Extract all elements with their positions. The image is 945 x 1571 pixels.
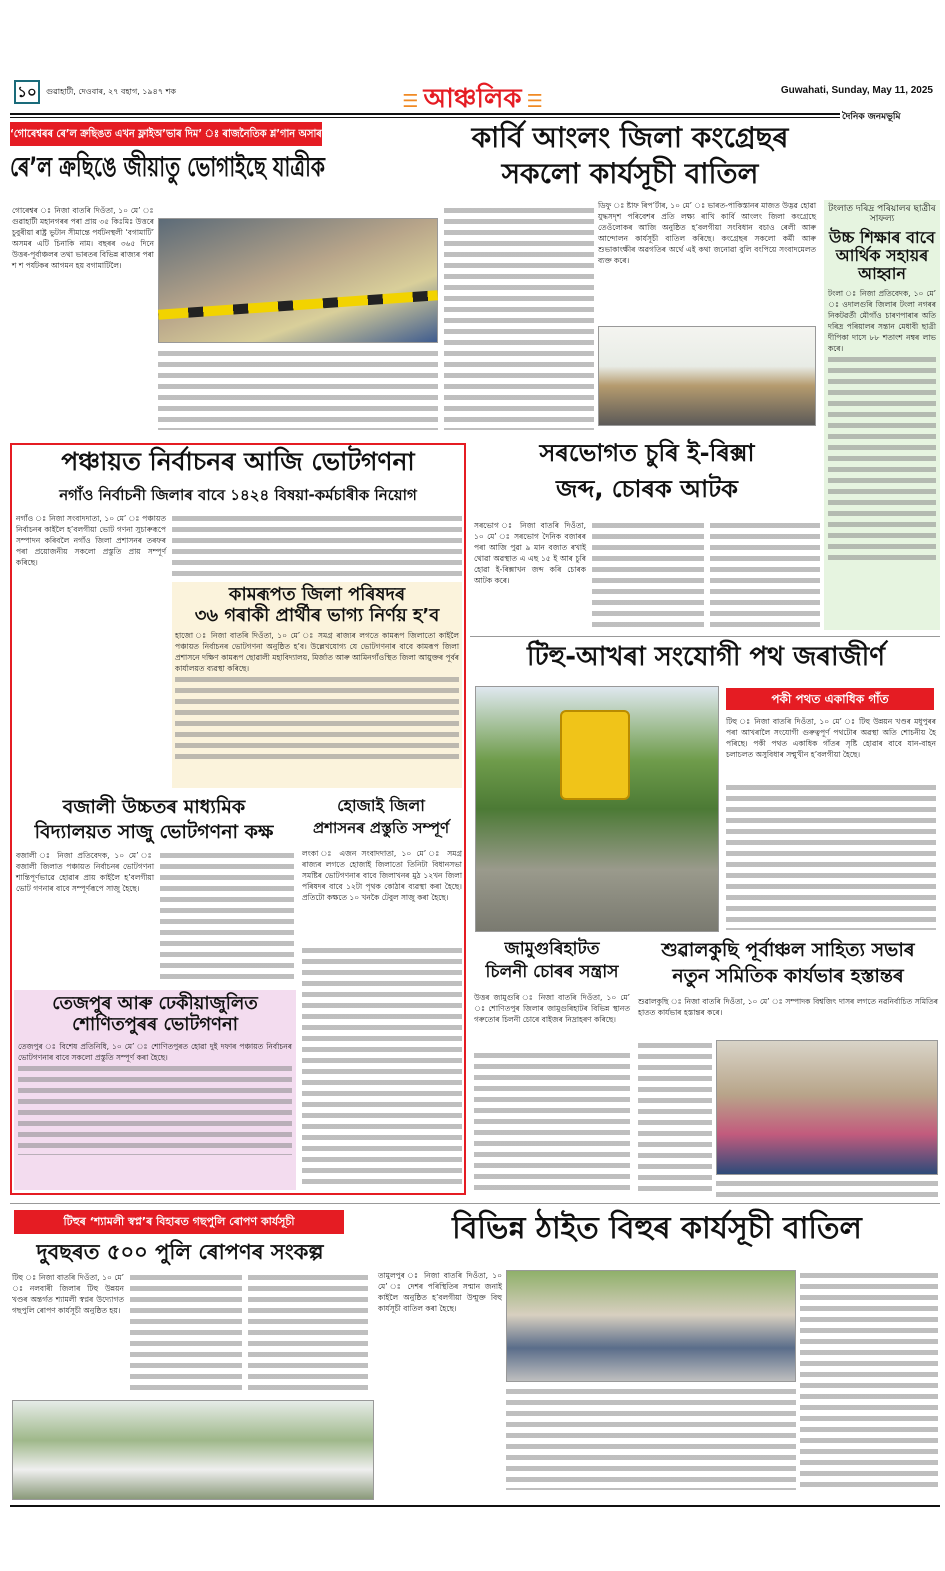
- dateline-assamese: গুৱাহাটী, দেওবাৰ, ২৭ বহাগ, ১৯৪৭ শক: [46, 87, 176, 96]
- article-headline: ৩৬ গৰাকী প্ৰাৰ্থীৰ ভাগ্য নিৰ্ণয় হ’ব: [194, 604, 440, 626]
- article-headline: সকলো কাৰ্যসূচী বাতিল: [501, 157, 759, 190]
- article-body-continued: [18, 1063, 292, 1155]
- article-tezpur: [14, 990, 296, 1190]
- tree-planting-photo: [12, 1400, 374, 1500]
- article-headline: তেজপুৰ আৰু ঢেকীয়াজুলিত: [52, 993, 258, 1014]
- article-body: টিহু ঃ নিজা বাতৰি দিওঁতা, ১০ মে’ ঃ টিহু উন্নয়ন খণ্ডৰ মধুপুৰৰ পৰা আখৰালৈ সংযোগী গুৰুত্বপূৰ্ণ পথটোৰ অৱস্থা অতি শোচনীয় হৈ পৰিছে। পকী পথত একাধিক গাঁতৰ সৃষ্টি হোৱাৰ বাবে যান-বাহন চলাচলত অসুবিধাৰ সন্মুখীন হ’বলগীয়া হৈছে।: [726, 717, 936, 759]
- yellow-bus: [560, 710, 630, 800]
- article-body-continued: [444, 205, 594, 430]
- article-kamrup: [172, 582, 462, 788]
- article-body-continued: [800, 1270, 938, 1490]
- article-body-continued: [592, 520, 704, 630]
- article-body-continued: [158, 348, 438, 430]
- article-body-continued: [172, 513, 462, 579]
- article-headline: শুৱালকুছি পূৰ্বাঞ্চল সাহিত্য সভাৰ: [661, 939, 915, 961]
- article-headline: কাৰ্বি আংলং জিলা কংগ্ৰেছৰ: [471, 121, 789, 154]
- article-tag: পকী পথত একাধিক গাঁত: [771, 692, 889, 706]
- article-body-continued: [160, 850, 294, 985]
- article-tulat-student: [824, 200, 940, 630]
- article-body: সৰভোগ ঃ নিজা বাতৰি দিওঁতা, ১০ মে’ ঃ সৰভোগ দৈনিক বজাৰৰ পৰা আজি পুৱা ৯ মান বজাত ৰখাই থোৱা অৱস্থাত এ এছ ১৫ ই আৰ চুৰি হোৱা ই-ৰিক্সাখন জব্দ কৰি চোৰক আটক কৰে।: [474, 521, 586, 585]
- press-conference-photo: [598, 326, 816, 426]
- article-body: গোৰেশ্বৰ ঃ নিজা বাতৰি দিওঁতা, ১০ মে’ ঃ গুৱাহাটী মহানগৰৰ পৰা প্ৰায় ৩৫ কিঃমিঃ উত্তৰে চুবুৰীয়া ৰাষ্ট্ৰ ভুটান সীমান্তে পৰ্যটনস্থলী ‘বগামাটি’ অসমৰ এটি চিনাকি নাম। বছৰৰ ৩৬৫ দিনে উত্তৰ-পূৰ্বাঞ্চলৰ তথা ভাৰতৰ বিভিন্ন ৰাজ্যৰ পৰা শ শ পৰ্যটকৰ আগমন হয় বগামাটিলৈ।: [12, 206, 154, 270]
- article-headline: জামুগুৰিহাটত: [504, 939, 600, 959]
- bihu-meeting-photo: [506, 1270, 796, 1382]
- section-divider: [470, 636, 940, 637]
- article-headline: সৰভোগত চুৰি ই-ৰিক্সা: [539, 439, 755, 467]
- article-headline: উচ্চ শিক্ষাৰ বাবে আৰ্থিক সহায়ৰ আহ্বান: [829, 227, 935, 284]
- article-body: শুৱালকুছি ঃ নিজা বাতৰি দিওঁতা, ১০ মে’ ঃ সম্পাদক বিশ্বজিৎ দাসৰ লগতে নৱনিৰ্বাচিত সমিতিৰ হাতত কাৰ্যভাৰ হস্তান্তৰ কৰে।: [638, 997, 938, 1017]
- article-body-continued: [726, 782, 936, 930]
- header-rule: [10, 113, 840, 118]
- article-headline: বিভিন্ন ঠাইত বিহুৰ কাৰ্যসূচী বাতিল: [452, 1211, 862, 1246]
- article-body-continued: [828, 354, 936, 564]
- article-body: তামুলপুৰ ঃ নিজা বাতৰি দিওঁতা, ১০ মে’ ঃ দেশৰ পৰিস্থিতিৰ সন্মান জনাই কাইলৈ অনুষ্ঠিত হ’বলগীয়া উন্মুক্ত বিহু কাৰ্যসূচী বাতিল কৰা হৈছে।: [378, 1271, 502, 1313]
- article-headline: প্ৰশাসনৰ প্ৰস্তুতি সম্পূৰ্ণ: [312, 819, 450, 837]
- section-logo-text: আঞ্চলিক: [423, 84, 522, 114]
- article-body-continued: [474, 1050, 630, 1194]
- article-body: টংলা ঃ নিজা প্ৰতিবেদক, ১০ মে’ ঃ ওদালগুৰি জিলাৰ টংলা নগৰৰ নিকটৱৰ্তী মৌগাঁও চাৰণপাৰাৰ অতি দৰিদ্ৰ পৰিয়ালৰ সন্তান মেধাবী ছাত্ৰী দীপিকা দাসে ৮৮ শতাংশ নম্বৰ লাভ কৰে।: [828, 288, 936, 353]
- article-subhead: নগাঁও নিৰ্বাচনী জিলাৰ বাবে ১৪২৪ বিষয়া-কৰ্মচাৰীক নিয়োগ: [59, 486, 417, 504]
- article-body-continued: [302, 945, 462, 1190]
- article-kicker-bar: [10, 122, 322, 146]
- article-body: বজালী ঃ নিজা প্ৰতিবেদক, ১০ মে’ ঃ বজালী জিলাত পঞ্চায়ত নিৰ্বাচনৰ ভোটগণনা শান্তিপূৰ্ণভাৱে হোৱাৰ প্ৰায় কাইলৈ হ’বলগীয়া ভোট গণনাৰ বাবে সম্পূৰ্ণৰূপে সাজু হৈছে।: [16, 851, 154, 893]
- article-body-continued: [716, 1178, 938, 1198]
- article-body: নগাঁও ঃ নিজা সংবাদদাতা, ১০ মে’ ঃ পঞ্চায়ত নিৰ্বাচনৰ কাইলৈ হ’বলগীয়া ভোট গণনা সুচাৰুৰূপে সম্পাদন কৰিবলৈ নগাঁও জিলা প্ৰশাসনৰ তৰফৰ পৰা প্ৰয়োজনীয় সকলো প্ৰস্তুতি প্ৰায় সম্পূৰ্ণ কৰিছে।: [16, 514, 166, 567]
- logo-ornament-left: ☰: [402, 91, 419, 112]
- article-body-continued: [506, 1386, 796, 1490]
- article-headline: শোণিতপুৰৰ ভোটগণনা: [72, 1013, 238, 1035]
- article-body: উত্তৰ জামুগুৰি ঃ নিজা বাতৰি দিওঁতা, ১০ মে’ ঃ শোণিতপুৰ জিলাৰ জামুগুৰিহাটৰ বিভিন্ন স্থানত গৰুতোৰ চিলনী চোৰে বাইজৰ নিদ্ৰাহৰণ কৰিছে।: [474, 993, 630, 1024]
- article-body: টিহু ঃ নিজা বাতৰি দিওঁতা, ১০ মে’ ঃ নলবাৰী জিলাৰ টিহু উন্নয়ন খণ্ডৰ অন্তৰ্গত শ্যামলী স্বপ্নৰ উদ্যোগত গছপুলি ৰোপণ কাৰ্যসূচী অনুষ্ঠিত হয়।: [12, 1273, 124, 1315]
- article-body: ডিফু ঃ ষ্টাফ ৰিপ’ৰ্টাৰ, ১০ মে’ ঃ ভাৰত-পাকিস্তানৰ মাজত উদ্ভৱ হোৱা যুদ্ধসদৃশ পৰিবেশৰ প্ৰতি লক্ষ্য ৰাখি কাৰ্বি আংলং জিলা কংগ্ৰেছে তেওঁলোকৰ আজি অনুষ্ঠিত হ’বলগীয়া সংবিধান বচাও ৰেলী আৰু আন্দোলন কাৰ্যসূচী বাতিল কৰিছে। কংগ্ৰেছৰ সকলো কৰ্মী আৰু শুভাকাংক্ষীৰ অৱগতিৰ অৰ্থে এই কথা জনোৱা বুলি বংপিয়ে সংবাদমেলত ব্যক্ত কৰে।: [598, 201, 817, 265]
- article-headline: বজালী উচ্চতৰ মাধ্যমিক: [62, 796, 246, 818]
- article-headline: নতুন সমিতিক কাৰ্যভাৰ হস্তান্তৰ: [672, 965, 904, 987]
- article-kicker-bar: [14, 1210, 344, 1234]
- article-body: হাজো ঃ নিজা বাতৰি দিওঁতা, ১০ মে’ ঃ সমগ্ৰ ৰাজ্যৰ লগতে কামৰূপ জিলাতো কাইলৈ পঞ্চায়ত নিৰ্বাচনৰ ভোটগণনা অনুষ্ঠিত হ’ব। উল্লেখযোগ্য যে ভোটগণনাৰ বাবে কামৰূপ জিলা প্ৰশাসনে দক্ষিণ কামৰূপ ছোৱালী মহাবিদ্যালয়, মিৰ্জাত আৰু আমিনগাঁওস্থিত জিলা আয়ুক্তৰ পূৰ্বৰ কাৰ্যালয়ত ব্যৱস্থা কৰিছে।: [175, 631, 459, 674]
- logo-ornament-right: ☰: [526, 91, 543, 112]
- article-body-continued: [130, 1272, 242, 1396]
- article-body-continued: [710, 520, 820, 630]
- article-kicker: টিহুৰ ‘শ্যামলী স্বপ্ন’ৰ বিহাৰত গছপুলি ৰোপণ কাৰ্যসূচী: [63, 1215, 295, 1228]
- article-headline: টিহু-আখৰা সংযোগী পথ জৰাজীৰ্ণ: [527, 642, 885, 672]
- rail-crossing-photo: [158, 218, 438, 343]
- article-headline: বিদ্যালয়ত সাজু ভোটগণনা কক্ষ: [34, 821, 274, 843]
- article-body: তেজপুৰ ঃ বিশেষ প্ৰতিনিধি, ১০ মে’ ঃ শোণিতপুৰত হোৱা দুই দফাৰ পঞ্চায়ত নিৰ্বাচনৰ ভোটগণনাৰ বাবে সকলো প্ৰস্তুতি সম্পূৰ্ণ কৰা হৈছে।: [18, 1042, 292, 1063]
- article-body-continued: [638, 1040, 712, 1192]
- article-kicker: ‘গোৰেশ্বৰৰ ৰে’ল ক্ৰছিঙত এখন ফ্লাইঅ’ভাৰ দিম’ ঃ ৰাজনৈতিক শ্ল’গান অসাৰ: [10, 127, 322, 140]
- article-headline: চিলনী চোৰৰ সন্ত্ৰাস: [485, 962, 619, 982]
- article-headline: কামৰূপত জিলা পৰিষদৰ: [228, 584, 406, 605]
- article-headline: দুবছৰত ৫০০ পুলি ৰোপণৰ সংকল্প: [36, 1240, 324, 1264]
- sahitya-sabha-photo: [716, 1040, 938, 1175]
- article-body-continued: [248, 1272, 368, 1396]
- page-number: ১০: [14, 80, 40, 104]
- dateline-english: Guwahati, Sunday, May 11, 2025: [780, 85, 933, 96]
- article-tag-bar: [726, 688, 934, 710]
- section-divider: [10, 1203, 940, 1204]
- article-kicker: টংলাত দৰিদ্ৰ পৰিয়ালৰ ছাত্ৰীৰ সাফল্য: [828, 204, 936, 225]
- article-headline: পঞ্চায়ত নিৰ্বাচনৰ আজি ভোটগণনা: [61, 447, 415, 476]
- article-body: লংকা ঃ এজন সংবাদদাতা, ১০ মে’ ঃ সমগ্ৰ ৰাজ্যৰ লগতে হোজাই জিলাতো তিনিটা বিধানসভা সমষ্টিৰ ভোটগণনাৰ বাবে জিলাখনৰ মুঠ ১২খন জিলা পৰিষদৰ বাবে ১২টা পৃথক কোঠাৰ ব্যৱস্থা কৰা হৈছে। প্ৰতিটো কক্ষতে ১০ খনকৈ টেবুল সাজু কৰা হৈছে।: [302, 849, 462, 902]
- page-bottom-rule: [10, 1505, 940, 1507]
- article-body-continued: [175, 674, 459, 764]
- article-headline: হোজাই জিলা: [337, 796, 425, 815]
- article-headline: জব্দ, চোৰক আটক: [556, 475, 738, 503]
- article-headline: ৰে’ল ক্ৰছিঙে জীয়াতু ভোগাইছে যাত্ৰীক: [10, 152, 325, 183]
- paper-name: দৈনিক জনমভূমি: [842, 112, 901, 122]
